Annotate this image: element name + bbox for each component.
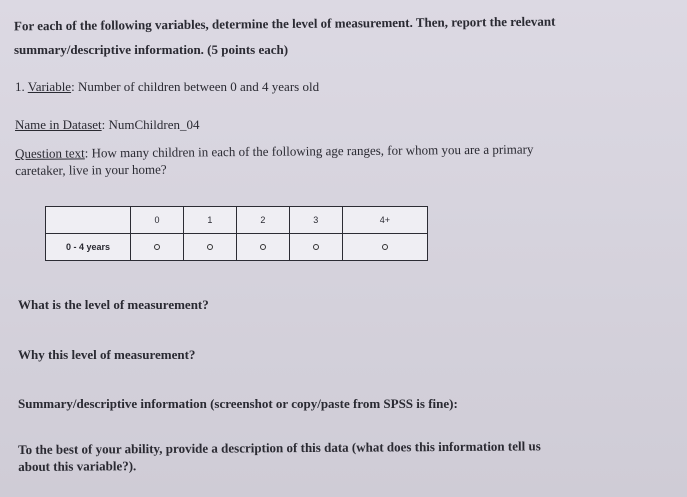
radio-button-icon[interactable] (154, 244, 160, 250)
instructions-line-1: For each of the following variables, determine the level of measurement. Then, report the relevant (13, 13, 556, 34)
dataset-name-value: : NumChildren_04 (101, 117, 200, 132)
column-header: 3 (289, 207, 342, 234)
dataset-name-label: Name in Dataset (15, 117, 102, 132)
radio-button-icon[interactable] (207, 244, 213, 250)
radio-cell[interactable] (236, 234, 289, 261)
row-label: 0 - 4 years (46, 234, 131, 261)
table-row (46, 234, 428, 261)
why-question: Why this level of measurement? (18, 347, 196, 362)
question-text-label: Question text (15, 145, 85, 161)
variable-value: : Number of children between 0 and 4 years old (71, 79, 320, 94)
describe-question-line-1: To the best of your ability, provide a description of this data (what does this information tell us (18, 438, 541, 457)
table-header-row (46, 207, 428, 234)
variable-line (15, 79, 319, 95)
column-header: 0 (131, 207, 184, 234)
column-header: 1 (183, 207, 236, 234)
instructions-line-2: summary/descriptive information. (5 points each) (14, 42, 289, 57)
summary-question: Summary/descriptive information (screenshot or copy/paste from SPSS is fine): (18, 396, 458, 411)
question-text-value: : How many children in each of the following age ranges, for whom you are a primary (84, 141, 534, 161)
describe-question (18, 437, 541, 475)
radio-cell[interactable] (289, 234, 342, 261)
radio-cell[interactable] (131, 234, 184, 261)
radio-button-icon[interactable] (260, 244, 266, 250)
radio-cell[interactable] (183, 234, 236, 261)
column-header: 2 (236, 207, 289, 234)
column-header: 4+ (342, 207, 427, 234)
question-text (15, 140, 534, 179)
radio-button-icon[interactable] (313, 244, 319, 250)
level-question: What is the level of measurement? (18, 297, 209, 312)
variable-number: 1. (15, 79, 25, 94)
question-text-line-2: caretaker, live in your home? (15, 161, 167, 178)
variable-label: Variable (27, 79, 72, 94)
response-table (45, 206, 428, 261)
describe-question-line-2: about this variable?). (18, 458, 137, 474)
table-corner-cell (46, 207, 131, 234)
dataset-name-line (15, 117, 200, 133)
radio-cell[interactable] (342, 234, 427, 261)
radio-button-icon[interactable] (382, 244, 388, 250)
